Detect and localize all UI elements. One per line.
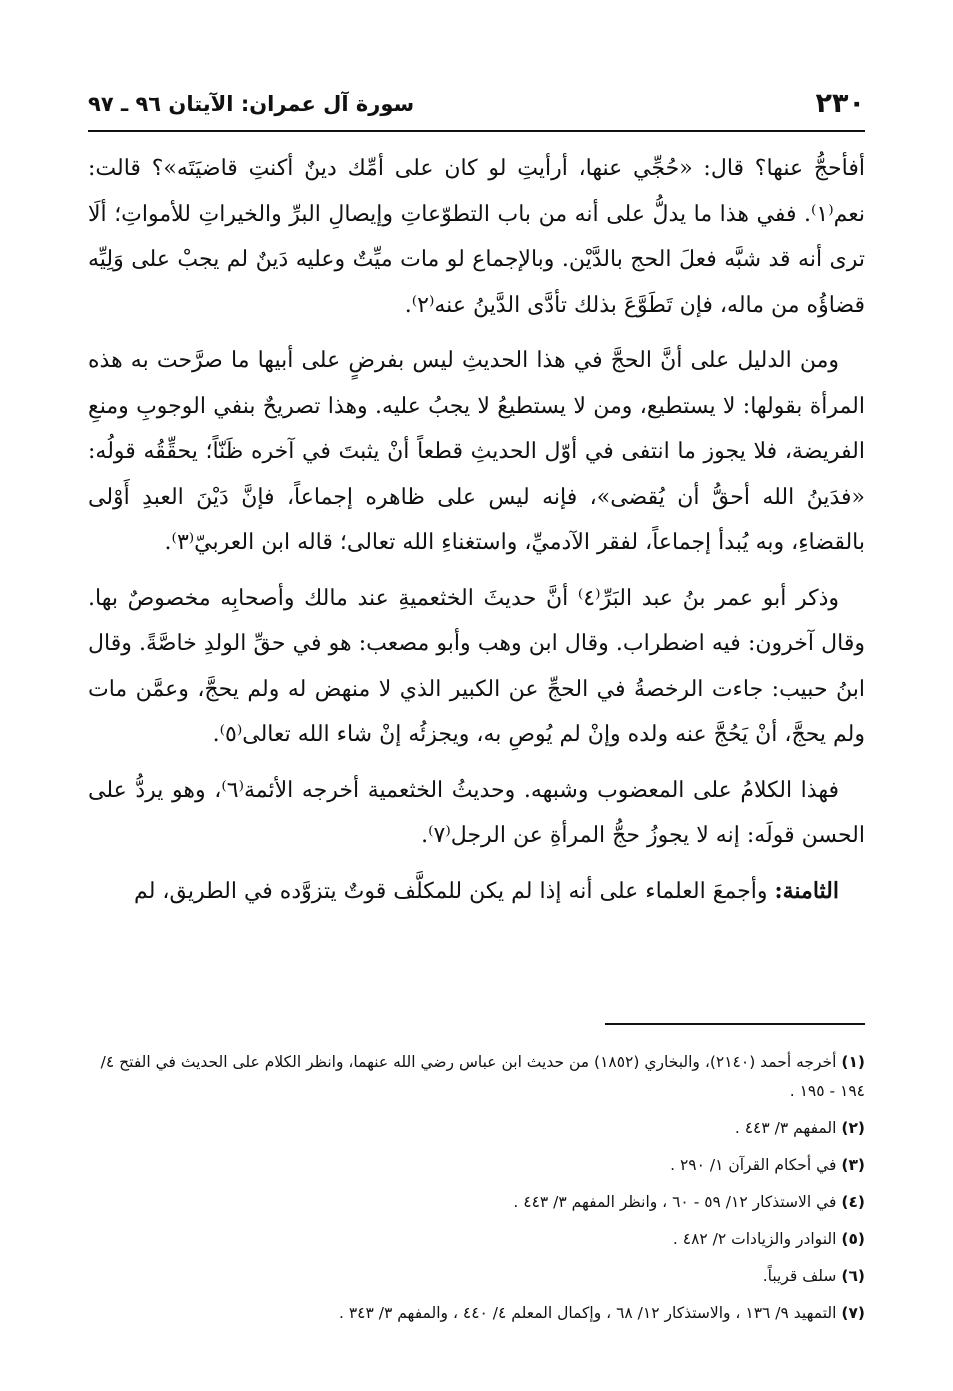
footnote-1 xyxy=(88,1048,865,1106)
footnote-text: التمهيد ٩/ ١٣٦ ، والاستذكار ١٢/ ٦٨ ، وإكمال المعلم ٤/ ٤٤٠ ، والمفهم ٣/ ٣٤٣ . xyxy=(338,1304,837,1322)
footnote-7 xyxy=(88,1299,865,1328)
running-header xyxy=(88,88,865,128)
page-number: ٢٣٠ xyxy=(815,88,865,119)
footnote-number: (١) xyxy=(841,1053,865,1071)
header-divider xyxy=(88,130,865,132)
footnote-text: النوادر والزيادات ٢/ ٤٨٢ . xyxy=(672,1230,837,1248)
paragraph-1-text: أفأحجُّ عنها؟ قال: «حُجِّي عنها، أرأيتِ لو كان على أمِّك دينٌ أكنتِ قاضيَتَه»؟ قالت: نعم⁽١⁾. ففي هذا ما يدلُّ على أنه من باب التطوّعاتِ وإيصالِ البرِّ والخيراتِ للأمواتِ؛ ألَا ترى أنه قد شبَّه فعلَ الحج بالدَّيْن. وبالإجماع لو مات ميِّتٌ وعليه دَينٌ لم يجبْ على وَلِيِّه قضاؤُه من ماله، فإن تَطَوَّعَ بذلك تأدَّى الدَّينُ عنه⁽٢⁾. xyxy=(88,156,865,318)
footnote-text: في الاستذكار ١٢/ ٥٩ - ٦٠ ، وانظر المفهم ٣/ ٤٤٣ . xyxy=(513,1193,837,1211)
footnotes xyxy=(88,1048,865,1336)
footnote-number: (٢) xyxy=(841,1119,865,1137)
footnote-number: (٦) xyxy=(841,1267,865,1285)
paragraph-4 xyxy=(88,768,865,859)
paragraph-5-text: وأجمعَ العلماء على أنه إذا لم يكن للمكلَّف قوتٌ يتزوَّده في الطريق، لم xyxy=(134,878,768,904)
footnote-text: المفهم ٣/ ٤٤٣ . xyxy=(734,1119,837,1137)
running-title: سورة آل عمران: الآيتان ٩٦ ـ ٩٧ xyxy=(88,92,415,116)
footnote-number: (٥) xyxy=(841,1230,865,1248)
paragraph-2 xyxy=(88,338,865,566)
footnote-text: سلف قريباً. xyxy=(762,1267,837,1285)
paragraph-3-text: وذكر أبو عمر بنُ عبد البَرِّ⁽٤⁾ أنَّ حديثَ الخثعميةِ عند مالك وأصحابِه مخصوصٌ بها. وقال آخرون: فيه اضطراب. وقال ابن وهب وأبو مصعب: هو في حقِّ الولدِ خاصَّةً. وقال ابنُ حبيب: جاءت الرخصةُ في الحجِّ عن الكبير الذي لا منهض له ولم يحجَّ، وعمَّن مات ولم يحجَّ، أنْ يَحُجَّ عنه ولده وإنْ لم يُوصِ به، ويجزئُه إنْ شاء الله تعالى⁽٥⁾. xyxy=(88,585,865,747)
footnote-3 xyxy=(88,1151,865,1180)
paragraph-2-text: ومن الدليل على أنَّ الحجَّ في هذا الحديثِ ليس بفرضٍ على أبيها ما صرَّحت به هذه المرأة بقولها: لا يستطيع، ومن لا يستطيعُ لا يجبُ عليه. وهذا تصريحٌ بنفي الوجوبِ ومنعِ الفريضة، فلا يجوز ما انتفى في أوّل الحديثِ قطعاً أنْ يثبتَ في آخره ظَنّاً؛ يحقِّقُه قولُه: «فدَينُ الله أحقُّ أن يُقضى»، فإنه ليس على ظاهره إجماعاً، فإنَّ دَيْنَ العبدِ أَوْلى بالقضاءِ، وبه يُبدأ إجماعاً، لفقر الآدميِّ، واستغناءِ الله تعالى؛ قاله ابن العربيّ⁽٣⁾. xyxy=(88,348,865,555)
paragraph-1 xyxy=(88,146,865,328)
footnote-divider xyxy=(605,1023,865,1025)
footnote-6 xyxy=(88,1262,865,1291)
footnote-text: أخرجه أحمد (٢١٤٠)، والبخاري (١٨٥٢) من حديث ابن عباس رضي الله عنهما، وانظر الكلام على الحديث في الفتح ٤/ ١٩٤ - ١٩٥ . xyxy=(100,1053,865,1100)
footnote-2 xyxy=(88,1114,865,1143)
footnote-text: في أحكام القرآن ١/ ٢٩٠ . xyxy=(670,1156,837,1174)
paragraph-4-text: فهذا الكلامُ على المعضوب وشبهه. وحديثُ الخثعمية أخرجه الأئمة⁽٦⁾، وهو يردُّ على الحسن قولَه: إنه لا يجوزُ حجُّ المرأةِ عن الرجل⁽٧⁾. xyxy=(88,777,865,848)
paragraph-3 xyxy=(88,576,865,758)
section-label: الثامنة: xyxy=(774,877,839,904)
paragraph-5 xyxy=(88,869,865,915)
main-text xyxy=(88,146,865,924)
footnote-number: (٣) xyxy=(841,1156,865,1174)
footnote-number: (٧) xyxy=(841,1304,865,1322)
footnote-number: (٤) xyxy=(841,1193,865,1211)
footnote-4 xyxy=(88,1188,865,1217)
footnote-5 xyxy=(88,1225,865,1254)
